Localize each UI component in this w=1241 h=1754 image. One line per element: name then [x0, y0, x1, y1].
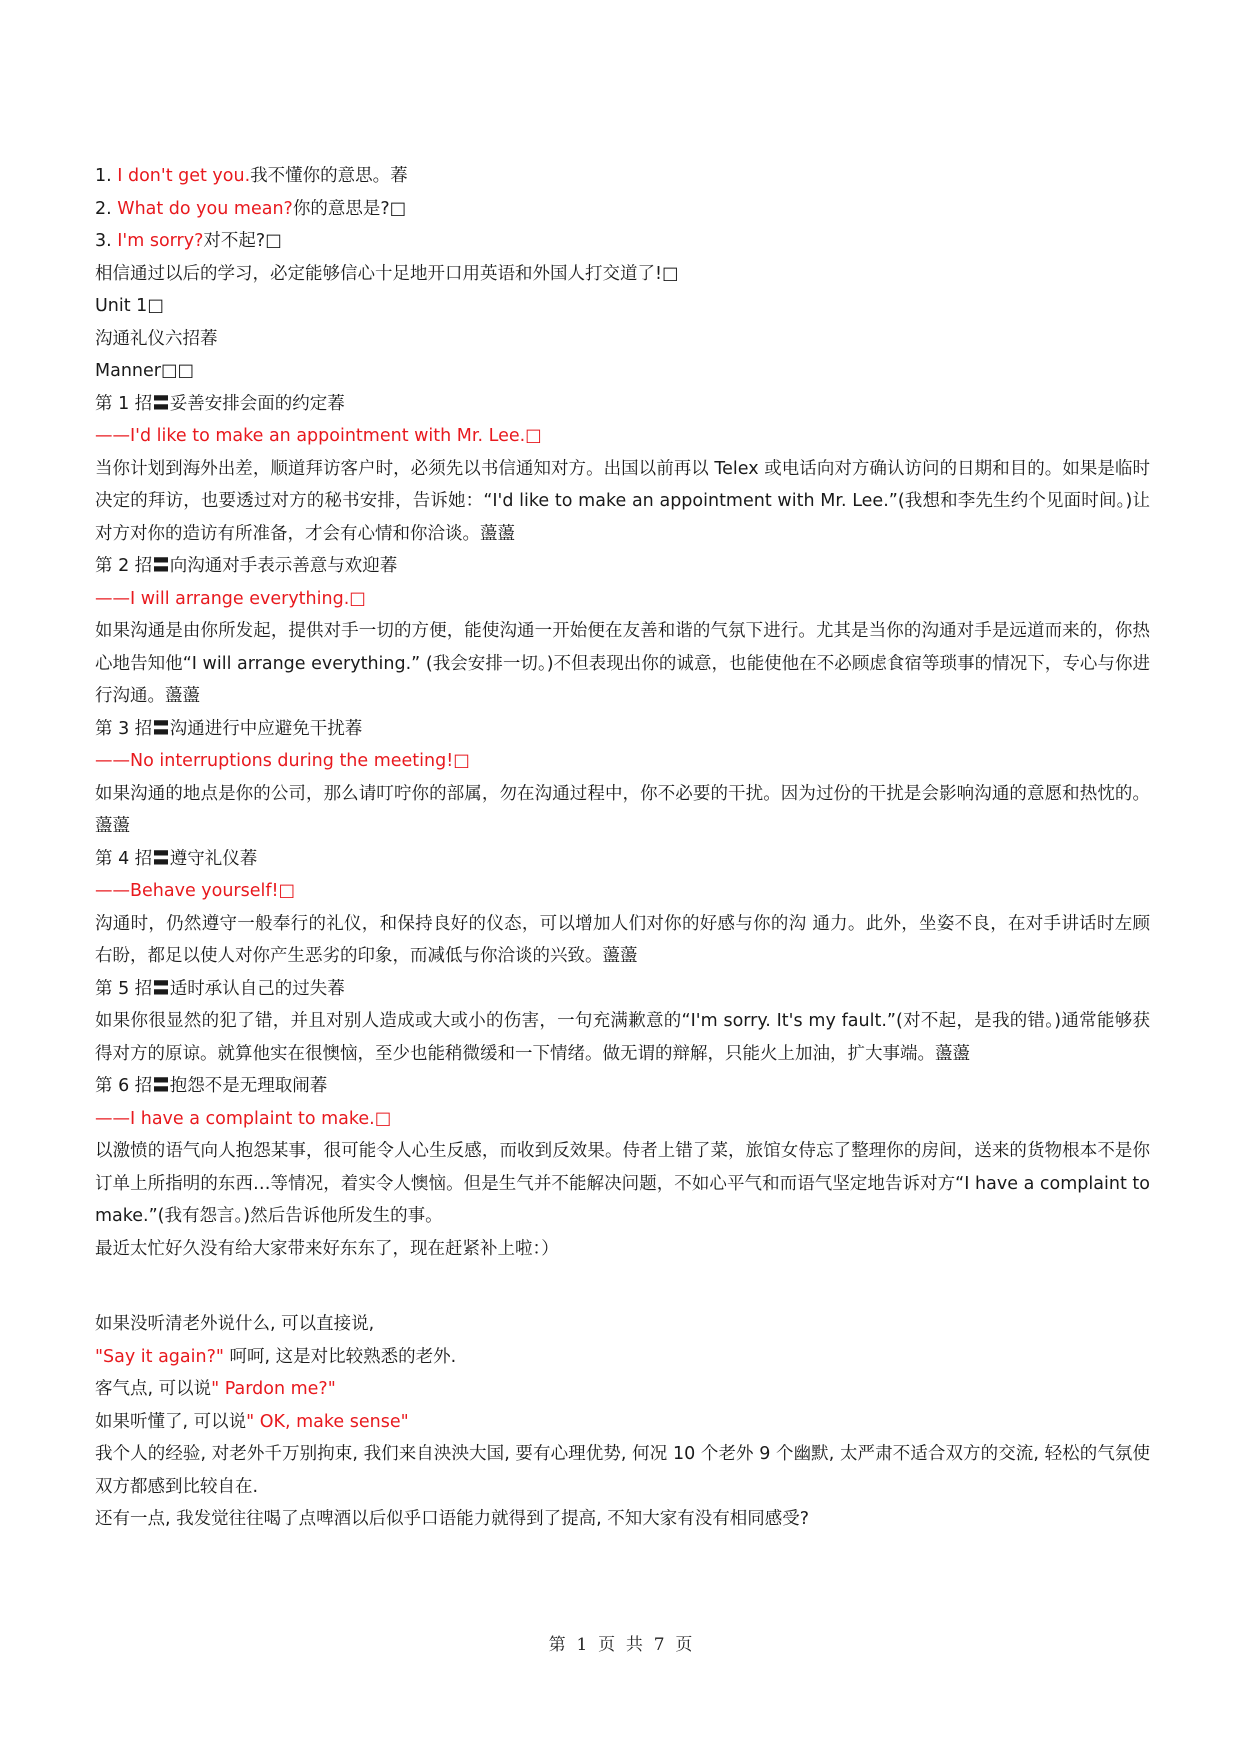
phrase-chinese: 对不起?□ — [203, 231, 282, 251]
say-again-note: 呵呵, 这是对比较熟悉的老外. — [223, 1346, 457, 1367]
say-again-phrase: "Say it again?" — [95, 1346, 224, 1367]
phrase-line-1 — [95, 160, 1150, 193]
manner-label: Manner□□ — [95, 361, 195, 381]
tip-body-4: 沟通时，仍然遵守一般奉行的礼仪，和保持良好的仪态，可以增加人们对你的好感与你的沟 通力。此外，坐姿不良，在对手讲话时左顾右盼，都足以使人对你产生恶劣的印象，而减低与你洽谈的兴致。蘯蘯 — [95, 913, 1150, 966]
tip-body-2: 如果沟通是由你所发起，提供对手一切的方便，能使沟通一开始便在友善和谐的气氛下进行。尤其是当你的沟通对手是远道而来的，你热心地告知他“I will arrange everything.” (我会安排一切。)不但表现出你的诚意，也能使他在不必顾虑食宿等琐事的情况下，专心与你进行沟通。蘯蘯 — [95, 621, 1150, 706]
phrase-english: I'm sorry? — [117, 231, 204, 251]
tip-body-3: 如果沟通的地点是你的公司，那么请叮咛你的部属，勿在沟通过程中，你不必要的干扰。因为过份的干扰是会影响沟通的意愿和热忱的。蘯蘯 — [95, 783, 1150, 836]
pardon-phrase: " Pardon me?" — [211, 1379, 336, 1399]
section-gap — [95, 1265, 1150, 1308]
experience-paragraph: 我个人的经验, 对老外千万别拘束, 我们来自泱泱大国, 要有心理优势, 何况 10 个老外 9 个幽默, 太严肃不适合双方的交流, 轻松的气氛使双方都感到比较自在. — [95, 1444, 1150, 1497]
say-again-line — [95, 1341, 1150, 1374]
document-body — [95, 160, 1150, 1536]
tip-quote-1: ——I'd like to make an appointment with Mr. Lee.□ — [95, 426, 542, 446]
tip-heading-4: 第 4 招〓遵守礼仪萶 — [95, 848, 258, 869]
tip-heading-1: 第 1 招〓妥善安排会面的约定萶 — [95, 393, 345, 414]
section-title: 沟通礼仪六招萶 — [95, 328, 218, 349]
phrase-chinese: 我不懂你的意思。萶 — [250, 166, 408, 186]
beer-note: 还有一点, 我发觉往往喝了点啤酒以后似乎口语能力就得到了提高, 不知大家有没有相同感受? — [95, 1509, 810, 1529]
closing-note: 最近太忙好久没有给大家带来好东东了，现在赶紧补上啦：） — [95, 1238, 559, 1259]
listening-intro: 如果没听清老外说什么, 可以直接说, — [95, 1314, 375, 1334]
phrase-number: 3. — [95, 231, 118, 251]
phrase-line-3 — [95, 225, 1150, 258]
encouragement-text: 相信通过以后的学习，必定能够信心十足地开口用英语和外国人打交道了!□ — [95, 263, 679, 284]
page-footer: 第 1 页 共 7 页 — [548, 1635, 693, 1655]
phrase-english: What do you mean? — [117, 198, 293, 219]
phrase-line-2 — [95, 193, 1150, 226]
phrase-chinese: 你的意思是?□ — [292, 198, 407, 219]
phrase-english: I don't get you. — [117, 166, 251, 186]
phrase-number: 1. — [95, 166, 118, 186]
tip-quote-2: ——I will arrange everything.□ — [95, 588, 366, 609]
understood-phrase: " OK, make sense" — [246, 1411, 409, 1432]
tip-quote-4: ——Behave yourself!□ — [95, 881, 296, 901]
tip-quote-6: ——I have a complaint to make.□ — [95, 1108, 392, 1129]
tip-quote-3: ——No interruptions during the meeting!□ — [95, 751, 470, 771]
tip-heading-6: 第 6 招〓抱怨不是无理取闹萶 — [95, 1076, 328, 1096]
tip-heading-2: 第 2 招〓向沟通对手表示善意与欢迎萶 — [95, 556, 398, 576]
understood-note: 如果听懂了, 可以说 — [95, 1411, 247, 1432]
tip-body-1: 当你计划到海外出差，顺道拜访客户时，必须先以书信通知对方。出国以前再以 Telex 或电话向对方确认访问的日期和目的。如果是临时决定的拜访，也要透过对方的秘书安排，告诉她：“I'd like to make an appointment with Mr. Lee.”(我想和李先生约个见面时间。)让对方对你的造访有所准备，才会有心情和你洽谈。蘯蘯 — [95, 458, 1150, 544]
tip-body-6: 以激愤的语气向人抱怨某事，很可能令人心生反感，而收到反效果。侍者上错了菜，旅馆女侍忘了整理你的房间，送来的货物根本不是你订单上所指明的东西…等情况，着实令人懊恼。但是生气并不能解决问题，不如心平气和而语气坚定地告诉对方“I have a complaint to make.”(我有怨言。)然后告诉他所发生的事。 — [95, 1141, 1150, 1226]
phrase-number: 2. — [95, 198, 118, 219]
pardon-note: 客气点, 可以说 — [95, 1379, 212, 1399]
understood-line — [95, 1406, 1150, 1439]
pardon-line — [95, 1373, 1150, 1406]
tip-heading-5: 第 5 招〓适时承认自己的过失萶 — [95, 978, 345, 999]
tip-body-5: 如果你很显然的犯了错，并且对别人造成或大或小的伤害，一句充满歉意的“I'm sorry. It's my fault.”(对不起，是我的错。)通常能够获得对方的原谅。就算他实在很懊恼，至少也能稍微缓和一下情绪。做无谓的辩解，只能火上加油，扩大事端。蘯蘯 — [95, 1011, 1150, 1064]
tip-heading-3: 第 3 招〓沟通进行中应避免干扰萶 — [95, 718, 363, 739]
unit-title: Unit 1□ — [95, 296, 164, 316]
